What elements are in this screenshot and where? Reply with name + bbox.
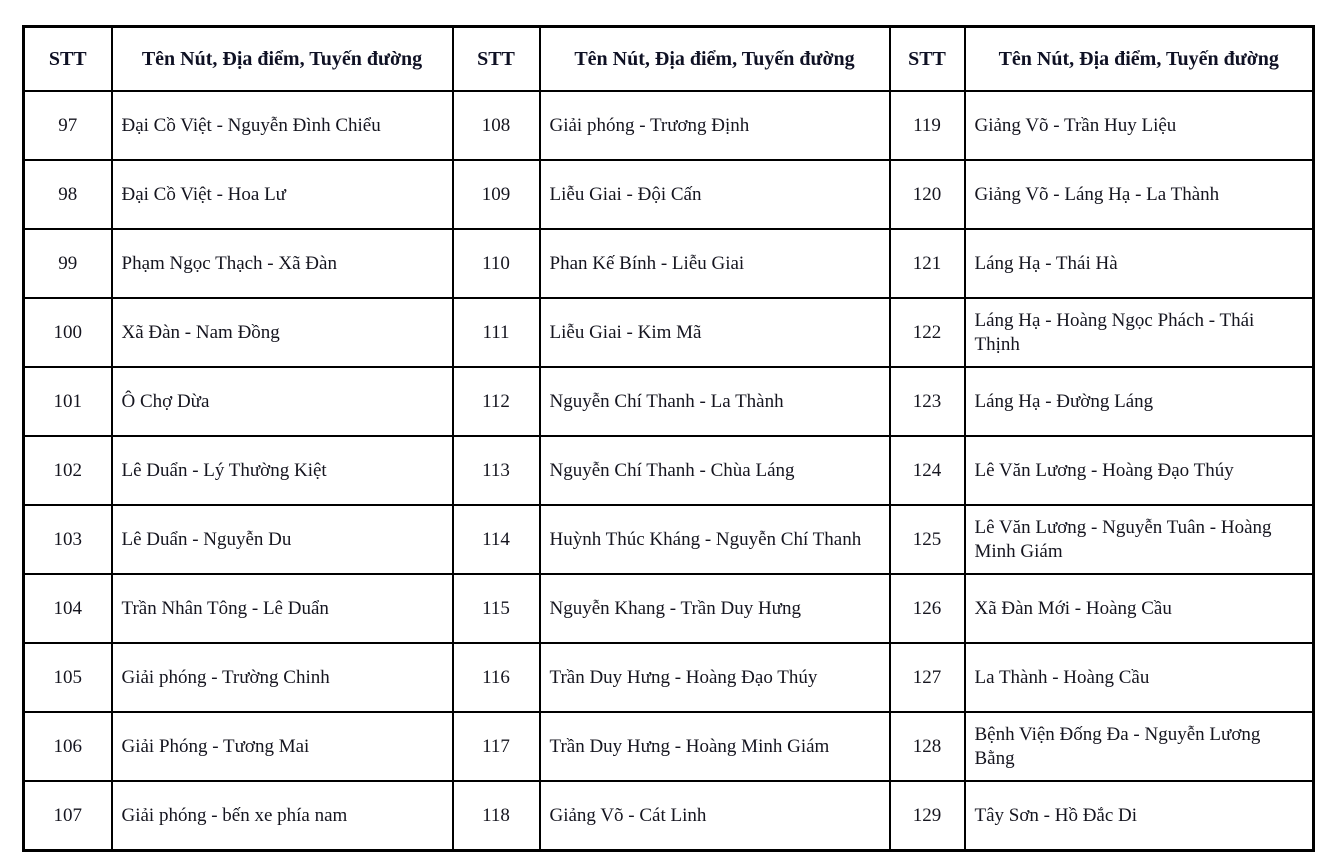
- node-name-cell: Giảng Võ - Cát Linh: [540, 781, 890, 851]
- node-name-cell: Láng Hạ - Thái Hà: [965, 229, 1314, 298]
- table-row: [24, 643, 1314, 712]
- node-name-cell: Nguyễn Khang - Trần Duy Hưng: [540, 574, 890, 643]
- row-number-cell: 121: [890, 229, 965, 298]
- header-stt-col1: STT: [24, 27, 112, 92]
- table-row: [24, 91, 1314, 160]
- table-row: [24, 781, 1314, 851]
- node-name-cell: Trần Duy Hưng - Hoàng Đạo Thúy: [540, 643, 890, 712]
- node-name-cell: Giải Phóng - Tương Mai: [112, 712, 453, 781]
- row-number-cell: 104: [24, 574, 112, 643]
- row-number-cell: 109: [453, 160, 540, 229]
- row-number-cell: 116: [453, 643, 540, 712]
- header-name-col1: Tên Nút, Địa điểm, Tuyến đường: [112, 27, 453, 92]
- table-row: [24, 367, 1314, 436]
- row-number-cell: 123: [890, 367, 965, 436]
- node-name-cell: Láng Hạ - Hoàng Ngọc Phách - Thái Thịnh: [965, 298, 1314, 367]
- node-name-cell: Giải phóng - Trương Định: [540, 91, 890, 160]
- row-number-cell: 105: [24, 643, 112, 712]
- node-name-cell: Bệnh Viện Đống Đa - Nguyễn Lương Bằng: [965, 712, 1314, 781]
- node-name-cell: Lê Văn Lương - Hoàng Đạo Thúy: [965, 436, 1314, 505]
- row-number-cell: 107: [24, 781, 112, 851]
- row-number-cell: 102: [24, 436, 112, 505]
- row-number-cell: 106: [24, 712, 112, 781]
- node-name-cell: Trần Duy Hưng - Hoàng Minh Giám: [540, 712, 890, 781]
- row-number-cell: 124: [890, 436, 965, 505]
- node-name-cell: Phạm Ngọc Thạch - Xã Đàn: [112, 229, 453, 298]
- row-number-cell: 98: [24, 160, 112, 229]
- row-number-cell: 99: [24, 229, 112, 298]
- row-number-cell: 101: [24, 367, 112, 436]
- table-row: [24, 229, 1314, 298]
- row-number-cell: 113: [453, 436, 540, 505]
- node-name-cell: Lê Văn Lương - Nguyễn Tuân - Hoàng Minh Giám: [965, 505, 1314, 574]
- node-name-cell: Phan Kế Bính - Liễu Giai: [540, 229, 890, 298]
- row-number-cell: 128: [890, 712, 965, 781]
- node-name-cell: Giải phóng - bến xe phía nam: [112, 781, 453, 851]
- node-name-cell: Giải phóng - Trường Chinh: [112, 643, 453, 712]
- row-number-cell: 120: [890, 160, 965, 229]
- row-number-cell: 118: [453, 781, 540, 851]
- row-number-cell: 117: [453, 712, 540, 781]
- row-number-cell: 114: [453, 505, 540, 574]
- table-row: [24, 298, 1314, 367]
- row-number-cell: 100: [24, 298, 112, 367]
- node-name-cell: Đại Cồ Việt - Nguyễn Đình Chiểu: [112, 91, 453, 160]
- node-name-cell: Lê Duẩn - Nguyễn Du: [112, 505, 453, 574]
- header-name-col2: Tên Nút, Địa điểm, Tuyến đường: [540, 27, 890, 92]
- node-name-cell: Giảng Võ - Trần Huy Liệu: [965, 91, 1314, 160]
- node-name-cell: Liễu Giai - Đội Cấn: [540, 160, 890, 229]
- row-number-cell: 129: [890, 781, 965, 851]
- row-number-cell: 108: [453, 91, 540, 160]
- header-stt-col2: STT: [453, 27, 540, 92]
- node-name-cell: Nguyễn Chí Thanh - La Thành: [540, 367, 890, 436]
- row-number-cell: 97: [24, 91, 112, 160]
- node-name-cell: Giảng Võ - Láng Hạ - La Thành: [965, 160, 1314, 229]
- node-name-cell: Tây Sơn - Hồ Đắc Di: [965, 781, 1314, 851]
- table-header-row: [24, 27, 1314, 92]
- table-row: [24, 436, 1314, 505]
- node-name-cell: Đại Cồ Việt - Hoa Lư: [112, 160, 453, 229]
- row-number-cell: 110: [453, 229, 540, 298]
- table-row: [24, 160, 1314, 229]
- row-number-cell: 111: [453, 298, 540, 367]
- row-number-cell: 119: [890, 91, 965, 160]
- node-name-cell: Trần Nhân Tông - Lê Duẩn: [112, 574, 453, 643]
- row-number-cell: 112: [453, 367, 540, 436]
- node-name-cell: Xã Đàn - Nam Đồng: [112, 298, 453, 367]
- table-row: [24, 712, 1314, 781]
- row-number-cell: 126: [890, 574, 965, 643]
- row-number-cell: 103: [24, 505, 112, 574]
- node-name-cell: Lê Duẩn - Lý Thường Kiệt: [112, 436, 453, 505]
- node-name-cell: Ô Chợ Dừa: [112, 367, 453, 436]
- table-row: [24, 505, 1314, 574]
- node-name-cell: Láng Hạ - Đường Láng: [965, 367, 1314, 436]
- table-body: [24, 91, 1314, 851]
- node-name-cell: Xã Đàn Mới - Hoàng Cầu: [965, 574, 1314, 643]
- row-number-cell: 122: [890, 298, 965, 367]
- node-name-cell: Huỳnh Thúc Kháng - Nguyễn Chí Thanh: [540, 505, 890, 574]
- header-name-col3: Tên Nút, Địa điểm, Tuyến đường: [965, 27, 1314, 92]
- header-stt-col3: STT: [890, 27, 965, 92]
- table-row: [24, 574, 1314, 643]
- traffic-node-table: [22, 25, 1315, 852]
- node-name-cell: Liễu Giai - Kim Mã: [540, 298, 890, 367]
- row-number-cell: 127: [890, 643, 965, 712]
- row-number-cell: 125: [890, 505, 965, 574]
- row-number-cell: 115: [453, 574, 540, 643]
- node-name-cell: La Thành - Hoàng Cầu: [965, 643, 1314, 712]
- node-name-cell: Nguyễn Chí Thanh - Chùa Láng: [540, 436, 890, 505]
